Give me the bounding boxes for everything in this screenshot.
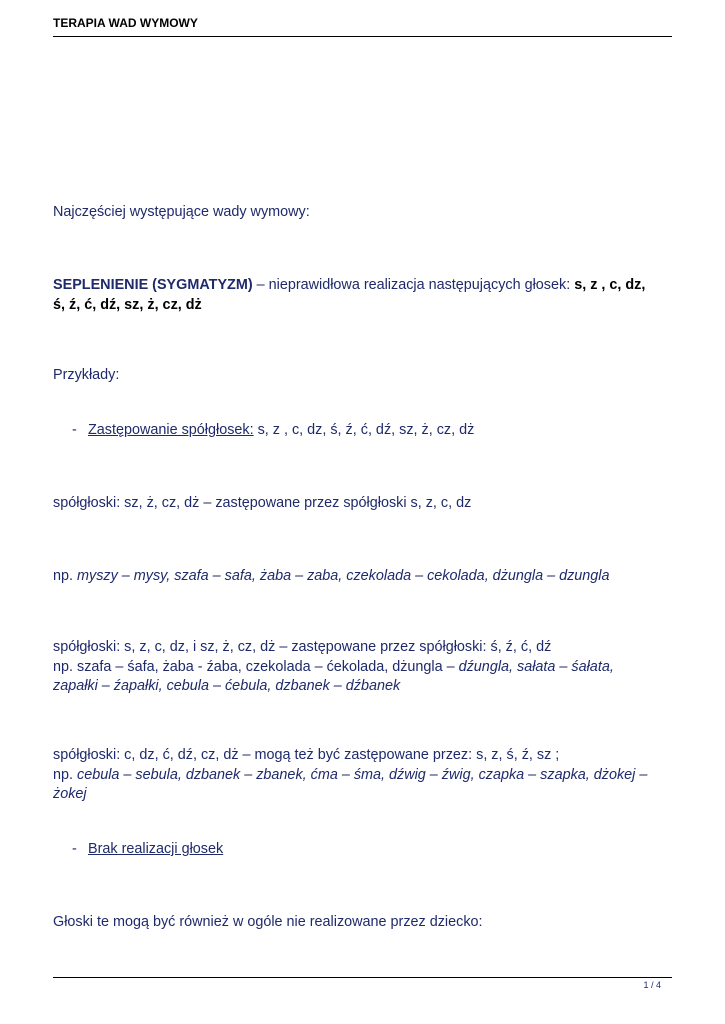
seplenienie-letters-line2: ś, ź, ć, dź, sz, ż, cz, dż bbox=[53, 296, 202, 313]
examples-1-text: myszy – mysy, szafa – safa, żaba – zaba, czekolada – cekolada, dżungla – dzungla bbox=[77, 568, 610, 584]
header-rule bbox=[53, 36, 672, 37]
seplenienie-letters-line1: s, z , c, dz, bbox=[574, 277, 646, 293]
footer-rule bbox=[53, 977, 672, 978]
paragraph-examples-1 bbox=[53, 567, 672, 587]
seplenienie-term: SEPLENIENIE (SYGMATYZM) bbox=[53, 277, 253, 293]
bullet-dash: - bbox=[72, 422, 77, 438]
seplenienie-definition bbox=[53, 276, 672, 315]
c-substitution-line3: żokej bbox=[53, 786, 87, 802]
soft-substitution-line3: zapałki – źapałki, cebula – ćebula, dzbanek – dźbanek bbox=[53, 678, 401, 694]
no-realization-link[interactable]: Brak realizacji głosek bbox=[88, 841, 224, 857]
soft-substitution-line2-italic: dźungla, sałata – śałata, bbox=[458, 658, 614, 675]
seplenienie-description: nieprawidłowa realizacja następujących głosek: bbox=[268, 277, 575, 293]
c-substitution-line1: spółgłoski: c, dz, ć, dź, cz, dż – mogą też być zastępowane przez: s, z, ś, ź, sz ; bbox=[53, 747, 560, 763]
paragraph-no-realization: Głoski te mogą być również w ogóle nie realizowane przez dziecko: bbox=[53, 914, 483, 930]
bullet-no-realization bbox=[72, 840, 672, 860]
examples-1-prefix: np. bbox=[53, 568, 78, 584]
bullet-dash: - bbox=[72, 841, 77, 857]
page-number: 1 / 4 bbox=[643, 980, 661, 990]
paragraph-c-substitution bbox=[53, 746, 672, 805]
soft-substitution-line2: np. szafa – śafa, żaba - źaba, czekolada – ćekolada, dżungla – bbox=[53, 658, 459, 675]
soft-substitution-line1: spółgłoski: s, z, c, dz, i sz, ż, cz, dż – zastępowane przez spółgłoski: ś, ź, ć, dź bbox=[53, 639, 552, 655]
c-substitution-line2: cebula – sebula, dzbanek – zbanek, ćma – śma, dźwig – źwig, czapka – szapka, dżokej – bbox=[77, 766, 648, 783]
substitution-letters: s, z , c, dz, ś, ź, ć, dź, sz, ż, cz, dż bbox=[253, 422, 475, 438]
substitution-link[interactable]: Zastępowanie spółgłosek: bbox=[88, 422, 254, 438]
examples-label: Przykłady: bbox=[53, 367, 120, 383]
intro-paragraph: Najczęściej występujące wady wymowy: bbox=[53, 204, 310, 220]
seplenienie-dash: – bbox=[252, 277, 269, 293]
paragraph-soft-substitution bbox=[53, 638, 672, 697]
document-header-title: TERAPIA WAD WYMOWY bbox=[53, 16, 198, 30]
bullet-substitution bbox=[72, 421, 672, 441]
c-substitution-prefix: np. bbox=[53, 766, 78, 783]
paragraph-sz-substitution: spółgłoski: sz, ż, cz, dż – zastępowane przez spółgłoski s, z, c, dz bbox=[53, 495, 472, 511]
